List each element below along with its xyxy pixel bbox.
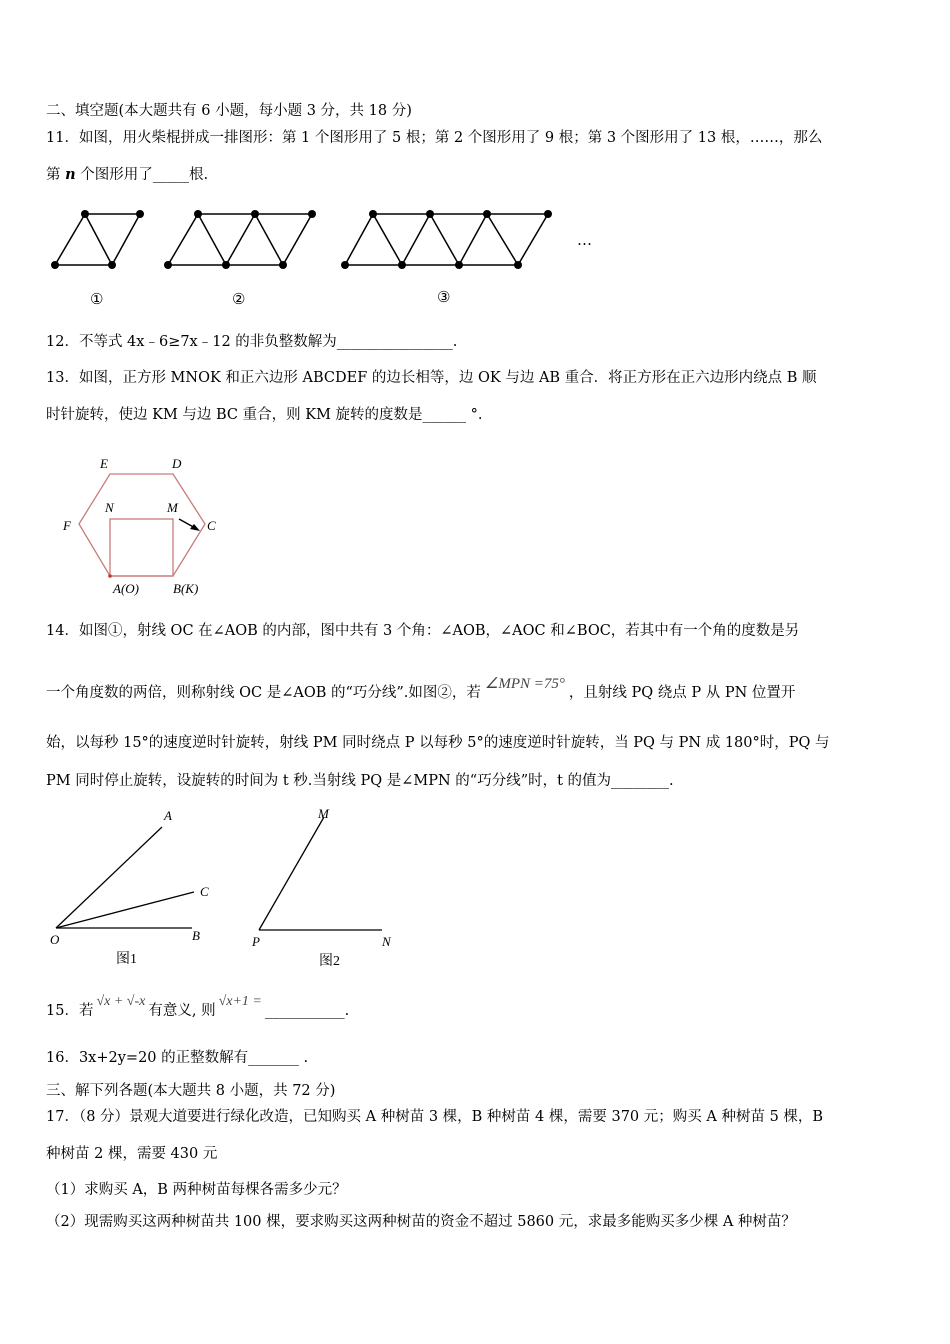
hexagon-square-figure	[55, 452, 230, 600]
q15-text: 15．若	[46, 1003, 94, 1019]
q13-line-2: 时针旋转，使边 KM 与边 BC 重合，则 KM 旋转的度数是______ °.	[46, 407, 483, 423]
section-2-title: 二、填空题(本大题共有 6 小题，每小题 3 分，共 18 分)	[46, 103, 412, 119]
label-AO: A(O)	[113, 581, 139, 596]
ellipsis: …	[577, 231, 592, 249]
q11-var-n: n	[65, 166, 76, 183]
sqrt-formula-1: √x + √-x	[96, 994, 146, 1009]
label-M2: M	[318, 806, 329, 821]
angle-figures	[42, 800, 422, 972]
q15-text-mid: 有意义, 则	[148, 1003, 216, 1019]
matchstick-figures	[40, 200, 620, 315]
q11-line-2	[46, 165, 208, 185]
q13-line-1: 13．如图，正方形 MNOK 和正六边形 ABCDEF 的边长相等，边 OK 与边 AB 重合．将正方形在正六边形内绕点 B 顺	[46, 370, 817, 386]
q12-text: 12．不等式 4x﹣6≥7x﹣12 的非负整数解为________________.	[46, 334, 458, 350]
q15-line	[46, 994, 350, 1022]
q17-line-2: 种树苗 2 棵，需要 430 元	[46, 1146, 218, 1162]
label-F: F	[63, 518, 71, 533]
q11-text-end: 个图形用了_____根.	[75, 167, 209, 183]
caption-fig2: 图2	[319, 954, 340, 969]
label-A: A	[164, 808, 172, 823]
label-D: D	[172, 456, 182, 471]
q14-text: 一个角度数的两倍，则称射线 OC 是∠AOB 的“巧分线”.如图②，若	[46, 685, 481, 701]
label-E: E	[100, 456, 108, 471]
q17-sub-1: （1）求购买 A，B 两种树苗每棵各需多少元？	[46, 1182, 347, 1198]
q11-line-1: 11．如图，用火柴棍拼成一排图形：第 1 个图形用了 5 根；第 2 个图形用了 9 根；第 3 个图形用了 13 根，……，那么	[46, 130, 823, 146]
label-N2: N	[382, 934, 391, 949]
sqrt-formula-2: √x+1 =	[218, 994, 262, 1009]
fig-label-3: ③	[437, 288, 451, 306]
label-M: M	[167, 500, 178, 515]
label-P: P	[252, 934, 260, 949]
label-BK: B(K)	[173, 581, 199, 596]
q16-text: 16．3x+2y=20 的正整数解有_______ .	[46, 1050, 309, 1066]
label-N: N	[105, 500, 114, 515]
label-C: C	[207, 518, 216, 533]
angle-mpn-formula: ∠MPN =75°	[484, 676, 565, 692]
fig-label-1: ①	[90, 290, 104, 308]
q17-sub-2: （2）现需购买这两种树苗共 100 棵，要求购买这两种树苗的资金不超过 5860 元，求最多能购买多少棵 A 种树苗？	[46, 1214, 796, 1230]
q14-text-cont: ，且射线 PQ 绕点 P 从 PN 位置开	[568, 685, 796, 701]
label-B: B	[192, 928, 200, 943]
q14-line-2	[46, 676, 796, 703]
section-3-title: 三、解下列各题(本大题共 8 小题，共 72 分)	[46, 1083, 336, 1099]
q14-line-3: 始，以每秒 15°的速度逆时针旋转，射线 PM 同时绕点 P 以每秒 5°的速度逆时针旋转，当 PQ 与 PN 成 180°时，PQ 与	[46, 735, 830, 751]
q11-text: 第	[46, 167, 66, 183]
q17-line-1: 17．（8 分）景观大道要进行绿化改造，已知购买 A 种树苗 3 棵，B 种树苗 4 棵，需要 370 元；购买 A 种树苗 5 棵，B	[46, 1109, 824, 1125]
q14-line-1: 14．如图①，射线 OC 在∠AOB 的内部，图中共有 3 个角：∠AOB，∠AOC 和∠BOC，若其中有一个角的度数是另	[46, 623, 800, 639]
q14-line-4: PM 同时停止旋转，设旋转的时间为 t 秒.当射线 PQ 是∠MPN 的“巧分线”时，t 的值为________.	[46, 773, 674, 789]
label-C2: C	[200, 884, 209, 899]
label-O: O	[50, 932, 60, 947]
caption-fig1: 图1	[116, 952, 137, 967]
q15-blank: ___________.	[264, 1003, 350, 1019]
fig-label-2: ②	[232, 290, 246, 308]
